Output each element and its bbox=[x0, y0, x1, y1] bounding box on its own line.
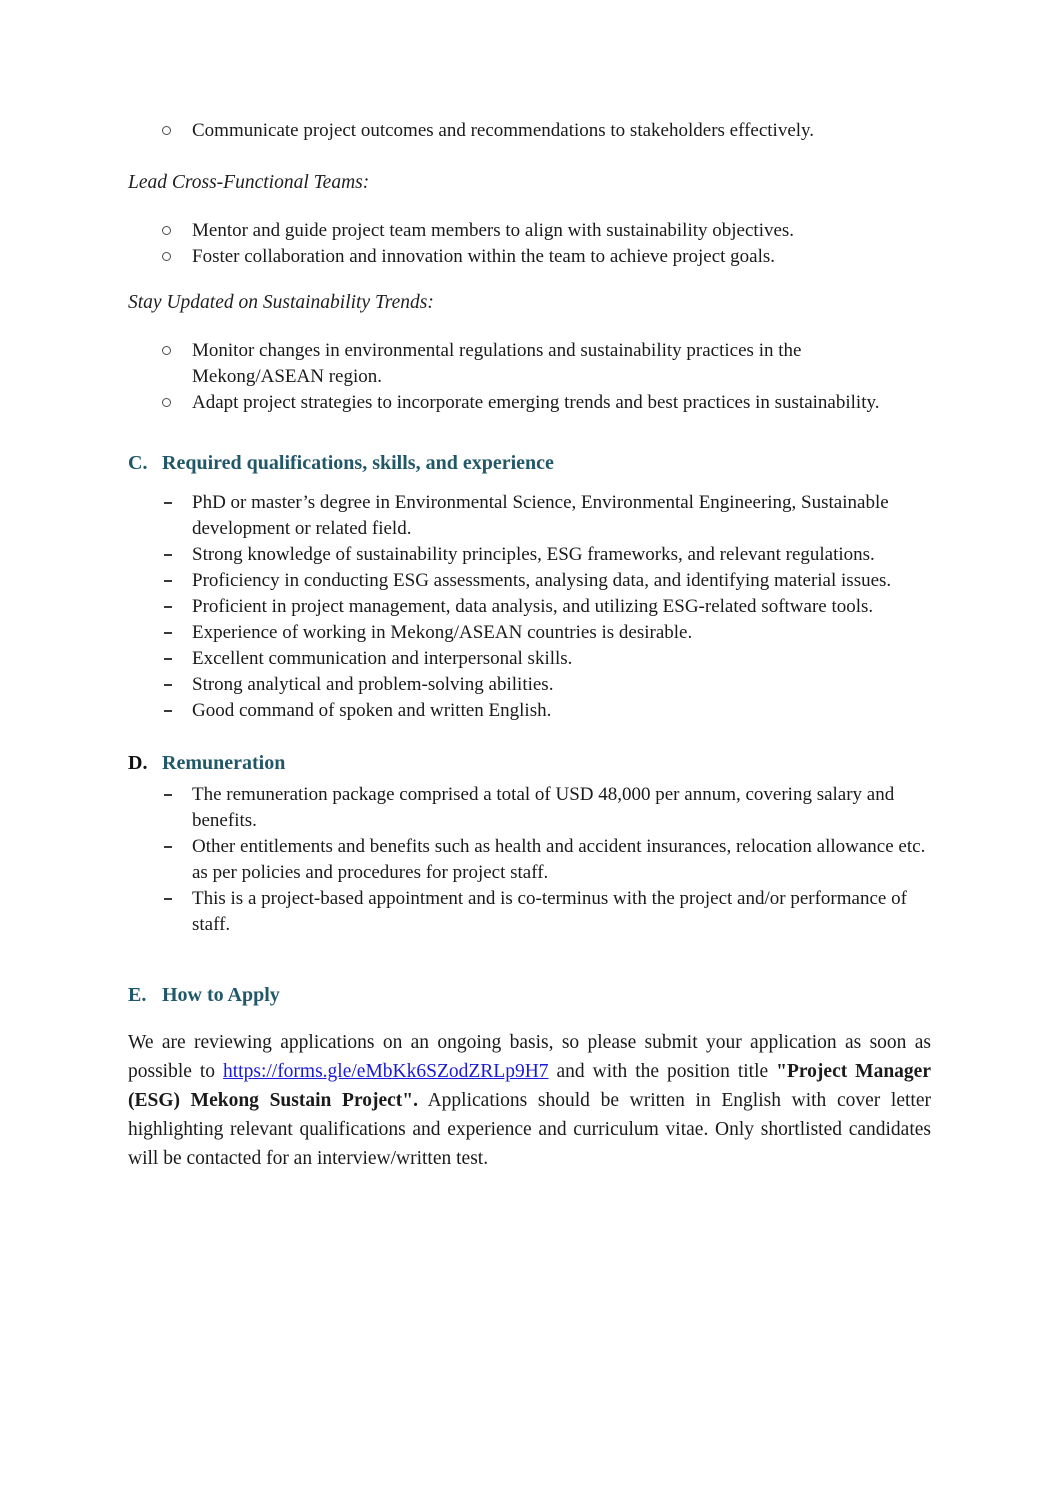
apply-text-after-link: and with the position title bbox=[548, 1061, 777, 1082]
list-item bbox=[128, 244, 931, 270]
bullet-text: Proficient in project management, data analysis, and utilizing ESG-related software tools. bbox=[192, 596, 874, 617]
bullet-marker bbox=[128, 672, 192, 686]
bullet-marker bbox=[128, 490, 192, 504]
dash-bullet-icon bbox=[164, 502, 172, 504]
dash-bullet-icon bbox=[164, 846, 172, 848]
bullet-marker bbox=[128, 698, 192, 712]
application-form-link[interactable]: https://forms.gle/eMbKk6SZodZRLp9H7 bbox=[223, 1061, 549, 1082]
bullet-text: Experience of working in Mekong/ASEAN countries is desirable. bbox=[192, 622, 693, 643]
section-heading-e bbox=[128, 982, 931, 1008]
position-title-bold: "Project Manager (ESG) Mekong Sustain Project". bbox=[128, 1061, 931, 1111]
remuneration-list bbox=[128, 782, 931, 938]
bullet-text: The remuneration package comprised a total of USD 48,000 per annum, covering salary and benefits. bbox=[192, 784, 895, 831]
list-item bbox=[128, 594, 931, 620]
bullet-marker bbox=[128, 782, 192, 796]
section-title: Required qualifications, skills, and experience bbox=[162, 452, 554, 474]
list-item bbox=[128, 338, 931, 390]
list-item bbox=[128, 886, 931, 938]
bullet-marker bbox=[128, 886, 192, 900]
dash-bullet-icon bbox=[164, 710, 172, 712]
list-item bbox=[128, 568, 931, 594]
bullet-marker bbox=[128, 218, 192, 235]
bullet-text: Adapt project strategies to incorporate emerging trends and best practices in sustainability. bbox=[192, 392, 880, 413]
list-item bbox=[128, 390, 931, 416]
bullet-text: Mentor and guide project team members to align with sustainability objectives. bbox=[192, 220, 795, 241]
circle-bullet-icon bbox=[162, 252, 171, 261]
bullet-text: Proficiency in conducting ESG assessments, analysing data, and identifying material issues. bbox=[192, 570, 892, 591]
lead-teams-bullet-list bbox=[128, 218, 931, 270]
dash-bullet-icon bbox=[164, 632, 172, 634]
section-letter: E. bbox=[128, 984, 147, 1006]
section-heading-c bbox=[128, 450, 931, 476]
bullet-text: Strong analytical and problem-solving abilities. bbox=[192, 674, 554, 695]
dash-bullet-icon bbox=[164, 606, 172, 608]
list-item bbox=[128, 834, 931, 886]
subheading-lead-teams: Lead Cross-Functional Teams: bbox=[128, 172, 370, 193]
bullet-text: Foster collaboration and innovation within the team to achieve project goals. bbox=[192, 246, 776, 267]
list-item bbox=[128, 542, 931, 568]
qualifications-list bbox=[128, 490, 931, 724]
list-item bbox=[128, 672, 931, 698]
stay-updated-bullet-list bbox=[128, 338, 931, 416]
bullet-marker bbox=[128, 620, 192, 634]
list-item bbox=[128, 782, 931, 834]
bullet-marker bbox=[128, 338, 192, 355]
bullet-marker bbox=[128, 244, 192, 261]
dash-bullet-icon bbox=[164, 898, 172, 900]
apply-text-rest: Applications should be written in English with cover letter highlighting relevant qualifications and experience and curriculum vitae. Only shortlisted candidates will be contacted for an interview/written test. bbox=[128, 1090, 931, 1169]
list-item bbox=[128, 620, 931, 646]
bullet-text: Good command of spoken and written English. bbox=[192, 700, 552, 721]
apply-text-before-link: We are reviewing applications on an ongoing basis, so please submit your application as soon as possible to bbox=[128, 1032, 931, 1082]
bullet-marker bbox=[128, 118, 192, 135]
dash-bullet-icon bbox=[164, 580, 172, 582]
subheading-stay-updated: Stay Updated on Sustainability Trends: bbox=[128, 292, 434, 313]
dash-bullet-icon bbox=[164, 794, 172, 796]
list-item bbox=[128, 646, 931, 672]
list-item bbox=[128, 698, 931, 724]
bullet-marker bbox=[128, 568, 192, 582]
section-heading-d bbox=[128, 750, 931, 776]
how-to-apply-paragraph bbox=[128, 1028, 931, 1173]
bullet-marker bbox=[128, 834, 192, 848]
bullet-text: Monitor changes in environmental regulations and sustainability practices in the Mekong/ASEAN region. bbox=[192, 340, 802, 387]
intro-bullet-list bbox=[128, 118, 931, 144]
list-item bbox=[128, 118, 931, 144]
section-letter: C. bbox=[128, 452, 148, 474]
bullet-text: Strong knowledge of sustainability principles, ESG frameworks, and relevant regulations. bbox=[192, 544, 875, 565]
bullet-marker bbox=[128, 542, 192, 556]
circle-bullet-icon bbox=[162, 346, 171, 355]
bullet-text: This is a project-based appointment and is co-terminus with the project and/or performance of staff. bbox=[192, 888, 907, 935]
dash-bullet-icon bbox=[164, 658, 172, 660]
list-item bbox=[128, 218, 931, 244]
circle-bullet-icon bbox=[162, 398, 171, 407]
bullet-text: Excellent communication and interpersonal skills. bbox=[192, 648, 573, 669]
bullet-marker bbox=[128, 594, 192, 608]
bullet-text: PhD or master’s degree in Environmental Science, Environmental Engineering, Sustainable development or related field. bbox=[192, 492, 889, 539]
bullet-text: Other entitlements and benefits such as health and accident insurances, relocation allowance etc. as per policies and procedures for project staff. bbox=[192, 836, 926, 883]
circle-bullet-icon bbox=[162, 126, 171, 135]
section-title: Remuneration bbox=[162, 752, 286, 774]
section-title: How to Apply bbox=[162, 984, 280, 1006]
dash-bullet-icon bbox=[164, 554, 172, 556]
bullet-marker bbox=[128, 390, 192, 407]
section-letter: D. bbox=[128, 752, 148, 774]
bullet-text: Communicate project outcomes and recommendations to stakeholders effectively. bbox=[192, 120, 815, 141]
bullet-marker bbox=[128, 646, 192, 660]
circle-bullet-icon bbox=[162, 226, 171, 235]
dash-bullet-icon bbox=[164, 684, 172, 686]
list-item bbox=[128, 490, 931, 542]
